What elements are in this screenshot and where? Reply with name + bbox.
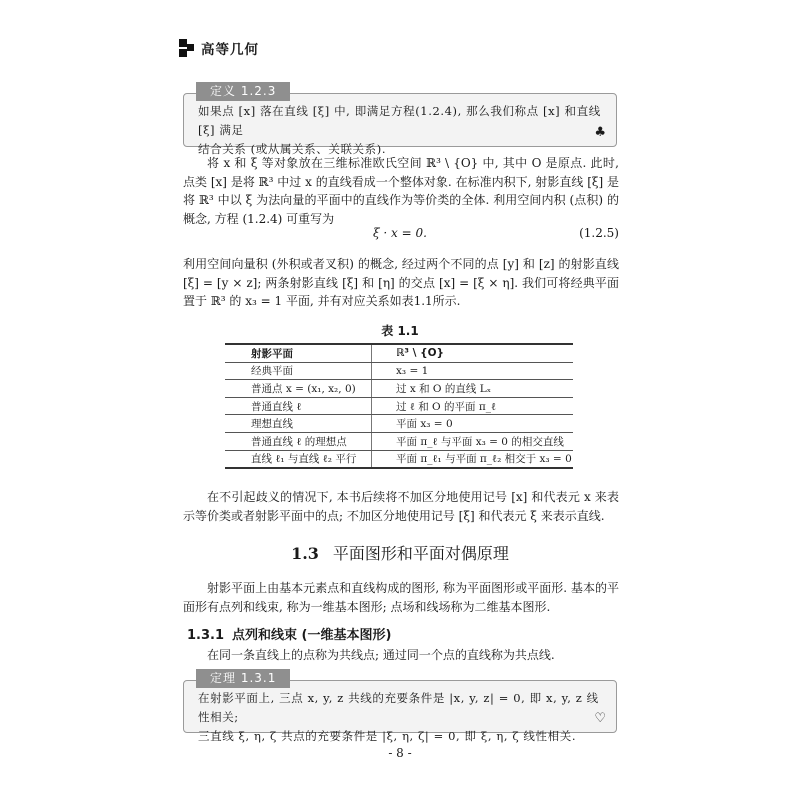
theorem-body	[198, 689, 602, 746]
definition-line-1: 如果点 [x] 落在直线 [ξ] 中, 即满足方程(1.2.4), 那么我们称点 [x] 和直线 [ξ] 满足	[198, 104, 601, 137]
table-row	[225, 362, 573, 380]
table-header-cell: ℝ³ \ {O}	[372, 344, 574, 362]
paragraph-2: 利用空间向量积 (外积或者叉积) 的概念, 经过两个不同的点 [y] 和 [z] 的射影直线 [ξ] = [y × z]; 两条射影直线 [ξ] 和 [η] 的交点 [x] = [ξ × η]. 我们可将经典平面置于 ℝ³ 的 x₃ = 1 平面, 并有对应关系如表1.1所示.	[183, 257, 619, 308]
table-cell: 理想直线	[225, 415, 372, 433]
club-end-icon: ♣	[594, 125, 606, 140]
book-title: 高等几何	[201, 42, 259, 58]
equation-number: (1.2.5)	[579, 226, 619, 240]
running-header	[179, 38, 259, 58]
table-row	[225, 432, 573, 450]
table-header-cell: 射影平面	[225, 344, 372, 362]
equation-body: ξ · x = 0.	[373, 226, 427, 240]
subsection-number: 1.3.1	[187, 628, 225, 643]
paragraph-1: 将 x 和 ξ 等对象放在三维标准欧氏空间 ℝ³ \ {O} 中, 其中 O 是原点. 此时, 点类 [x] 是将 ℝ³ 中过 x 的直线看成一个整体对象. 在标准内积下, 射影直线 [ξ] 是将 ℝ³ 中以 ξ 为法向量的平面中的直线作为等价类的全体. 利用空间内积 (点积) 的概念, 方程 (1.2.4) 可重写为	[183, 156, 619, 226]
section-title: 平面图形和平面对偶原理	[332, 544, 509, 563]
table-cell: x₃ = 1	[372, 362, 574, 380]
heart-end-icon: ♡	[594, 711, 606, 726]
table-cell: 平面 π_ℓ₁ 与平面 π_ℓ₂ 相交于 x₃ = 0	[372, 450, 574, 468]
correspondence-table	[225, 343, 573, 469]
subsection-title: 点列和线束 (一维基本图形)	[232, 628, 392, 643]
table-row	[225, 450, 573, 468]
paragraph-4: 射影平面上由基本元素点和直线构成的图形, 称为平面图形或平面形. 基本的平面形有点列和线束, 称为一维基本图形; 点场和线场称为二维基本图形.	[183, 581, 619, 614]
section-heading	[0, 541, 800, 564]
definition-body	[198, 102, 602, 159]
definition-label: 定义 1.2.3	[196, 82, 290, 101]
theorem-box	[183, 671, 617, 743]
theorem-line-2: 三直线 ξ, η, ζ 共点的充要条件是 |ξ, η, ζ| = 0, 即 ξ, η, ζ 线性相关.	[198, 729, 577, 743]
table-cell: 平面 x₃ = 0	[372, 415, 574, 433]
definition-box	[183, 84, 617, 156]
table-cell: 普通直线 ℓ	[225, 397, 372, 415]
table-cell: 过 ℓ 和 O 的平面 π_ℓ	[372, 397, 574, 415]
table-cell: 平面 π_ℓ 与平面 x₃ = 0 的相交直线	[372, 432, 574, 450]
theorem-label: 定理 1.3.1	[196, 669, 290, 688]
definition-line-2: 结合关系 (或从属关系、关联关系).	[198, 142, 387, 156]
table-caption: 表 1.1	[381, 324, 419, 338]
paragraph-5: 在同一条直线上的点称为共线点; 通过同一个点的直线称为共点线.	[207, 648, 555, 662]
subsection-heading	[187, 624, 391, 643]
theorem-line-1: 在射影平面上, 三点 x, y, z 共线的充要条件是 |x, y, z| = 0, 即 x, y, z 线性相关;	[198, 691, 599, 724]
table-row	[225, 415, 573, 433]
table-cell: 直线 ℓ₁ 与直线 ℓ₂ 平行	[225, 450, 372, 468]
table-cell: 过 x 和 O 的直线 Lₓ	[372, 380, 574, 398]
table-cell: 经典平面	[225, 362, 372, 380]
paragraph-3: 在不引起歧义的情况下, 本书后续将不加区分地使用记号 [x] 和代表元 x 来表示等价类或者射影平面中的点; 不加区分地使用记号 [ξ] 和代表元 ξ 来表示直线.	[183, 490, 619, 523]
table-row	[225, 380, 573, 398]
section-number: 1.3	[291, 544, 319, 563]
equation-1-2-5	[183, 226, 619, 246]
table-cell: 普通点 x = (x₁, x₂, 0)	[225, 380, 372, 398]
book-logo-icon	[179, 39, 195, 57]
table-row	[225, 397, 573, 415]
table-cell: 普通直线 ℓ 的理想点	[225, 432, 372, 450]
page-number: - 8 -	[388, 746, 412, 760]
table-header-row	[225, 344, 573, 362]
